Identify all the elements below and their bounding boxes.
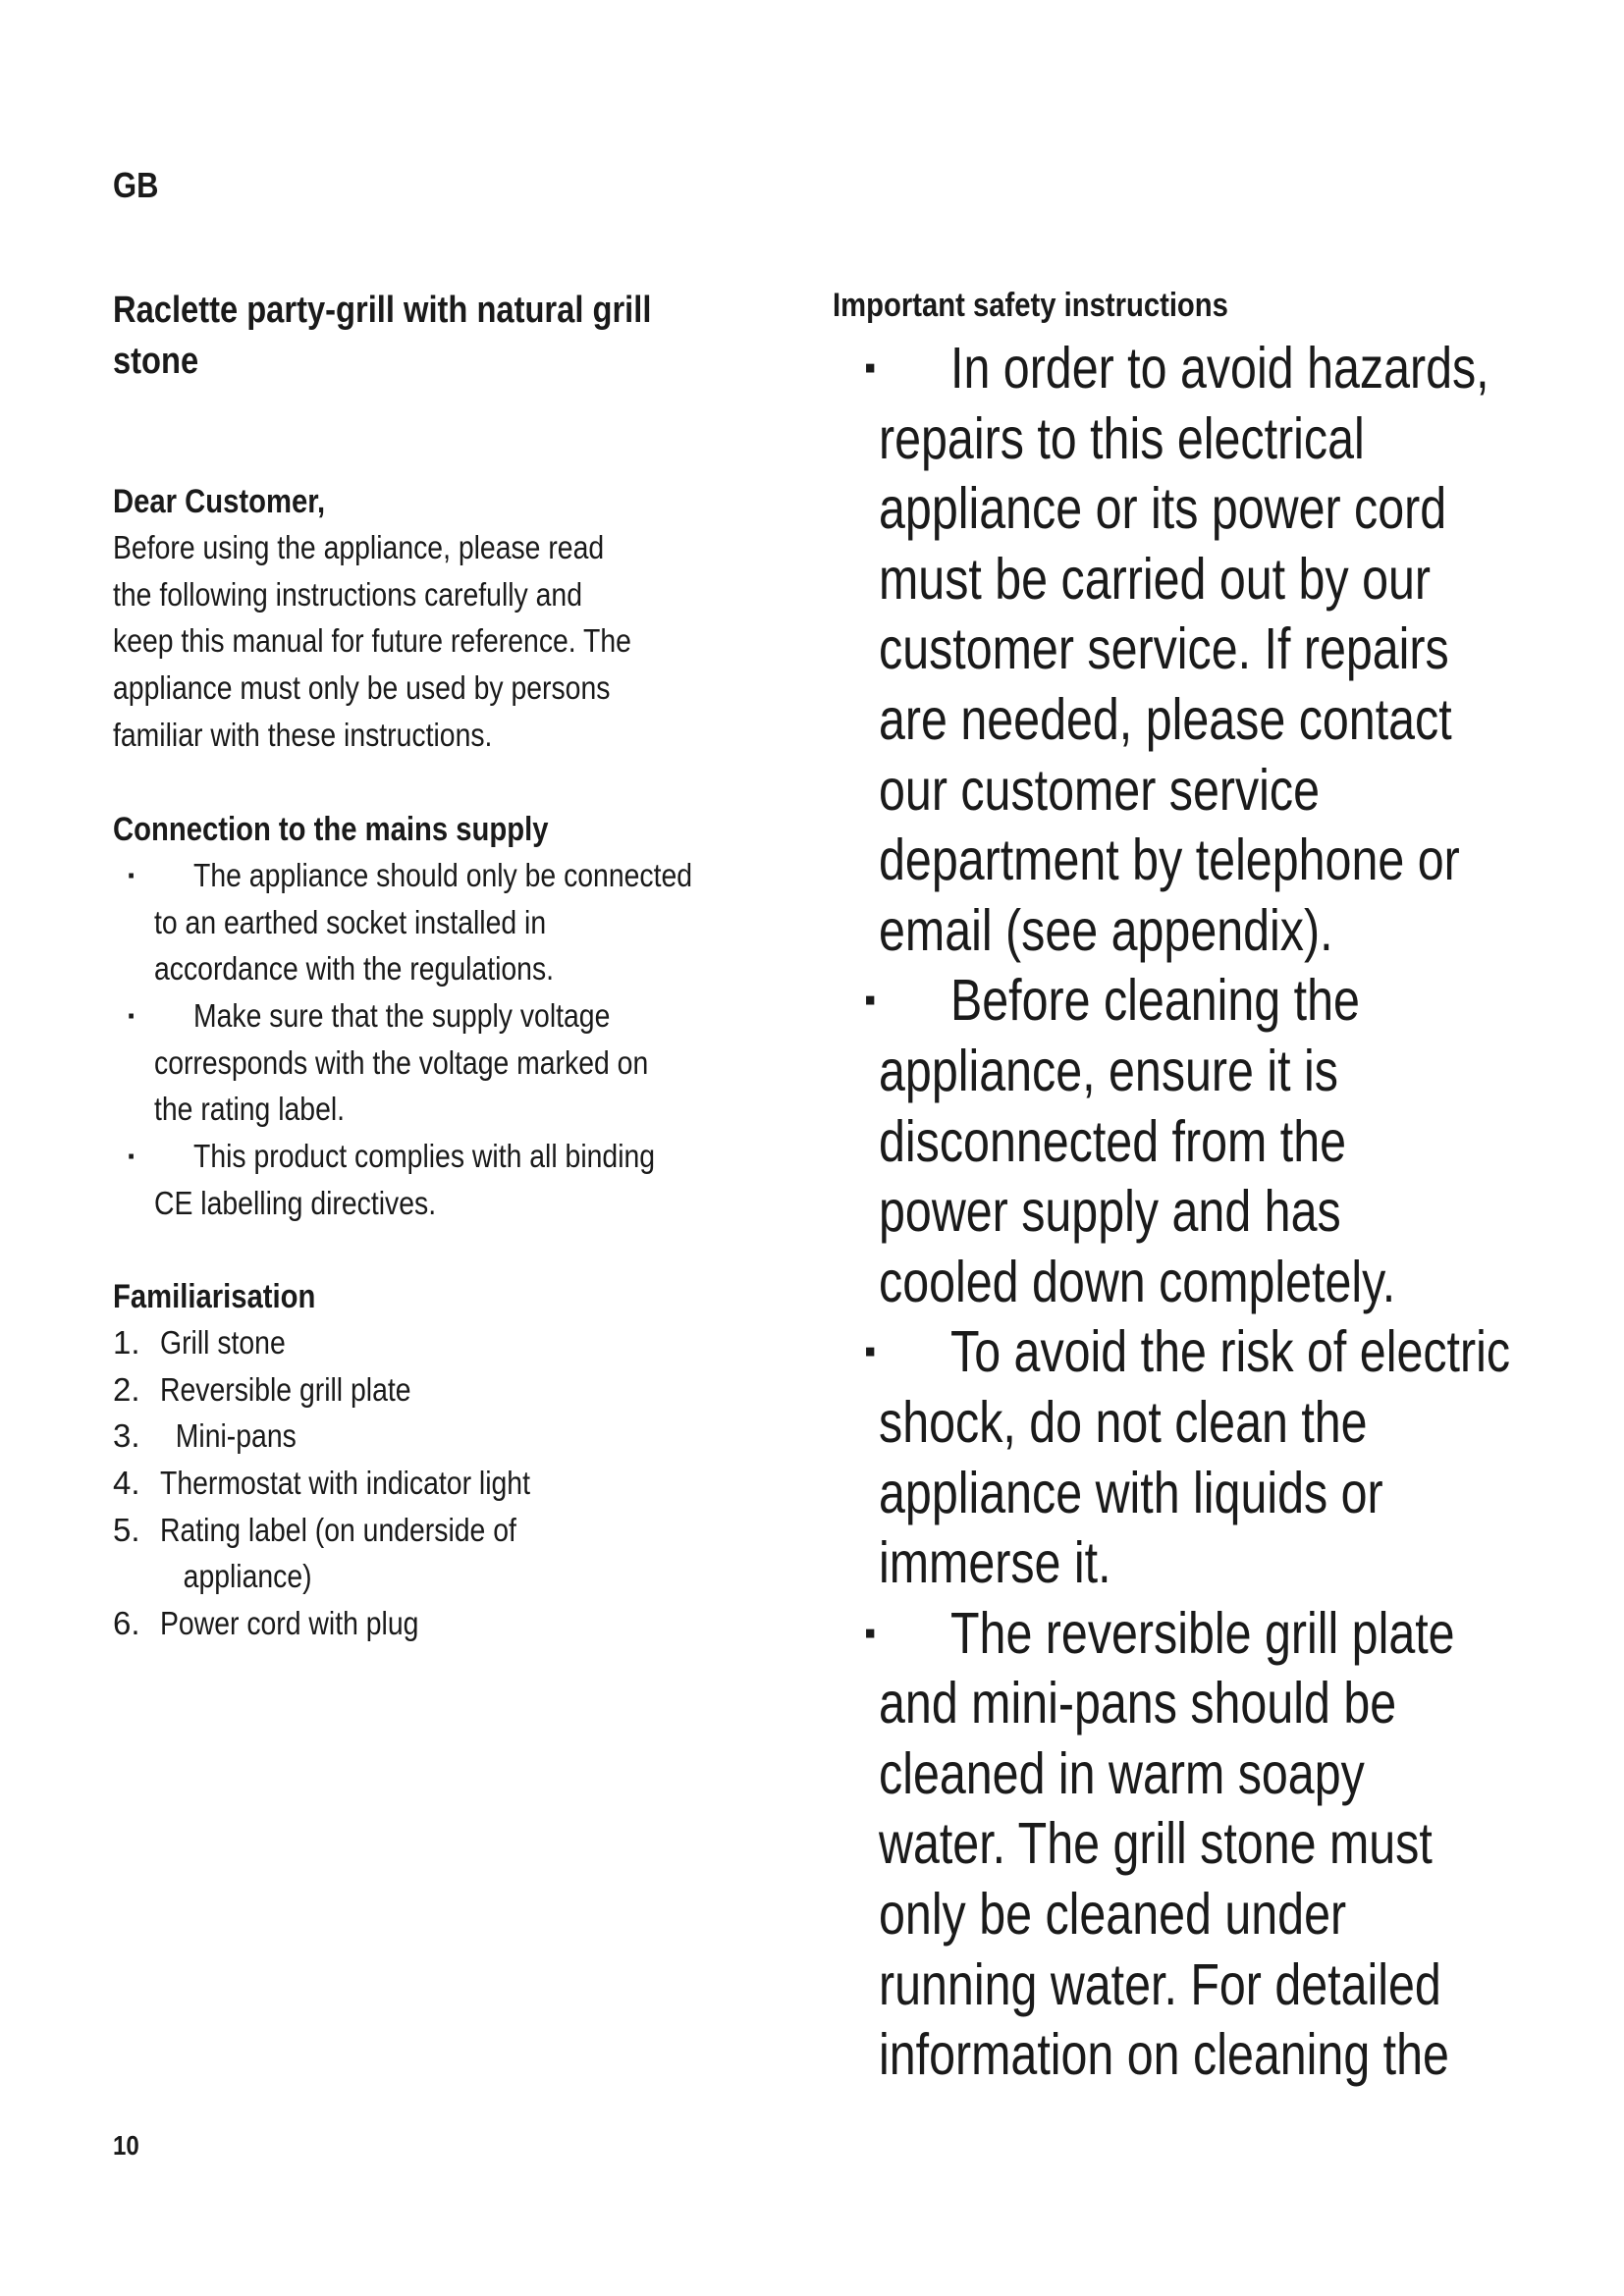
safety-heading: Important safety instructions [833,287,1228,324]
intro-section [113,479,716,758]
bullet-dot: · [862,336,882,400]
safety-bullet: · The reversible grill plate and mini-pans should be cleaned in warm soapy water. The grill stone must only be cleaned under running water. For detailed information on cleaning the [862,1600,1455,2088]
page-number: 10 [113,2130,139,2161]
safety-bullet: · To avoid the risk of electric shock, do not clean the appliance with liquids or immerse it. [862,1319,1511,1596]
bullet-item: · The appliance should only be connected to an earthed socket installed in accordance with the regulations. [113,852,820,992]
list-item: 4. Thermostat with indicator light [113,1465,530,1502]
familiarisation-section [113,1274,590,1647]
document-title: Raclette party-grill with natural grill stone [113,290,652,382]
safety-bullets [833,334,1624,2091]
bullet-dot: · [862,1600,882,1666]
list-item: 2. Reversible grill plate [113,1370,411,1408]
bullet-dot: · [127,997,137,1035]
bullet-dot: · [127,1138,137,1175]
safety-section [833,285,1293,326]
bullet-item: · This product complies with all binding CE labelling directives. [113,1133,820,1226]
list-item: 1. Grill stone [113,1324,286,1361]
bullet-dot: · [862,968,882,1034]
parts-list [113,1319,590,1647]
bullet-dot: · [862,1319,882,1385]
intro-text: Before using the appliance, please read the following instructions carefully and keep this manual for future reference. The appliance must only be used by persons familiar with these instructions. [113,529,631,753]
list-item: 6. Power cord with plug [113,1605,419,1642]
familiarisation-heading: Familiarisation [113,1278,316,1315]
safety-bullet: · Before cleaning the appliance, ensure it is disconnected from the power supply and has cooled down completely. [862,968,1396,1314]
list-item: 3. Mini-pans [113,1417,297,1455]
bullet-item: · Make sure that the supply voltage corresponds with the voltage marked on the rating label. [113,992,820,1133]
connection-section [113,807,820,1227]
language-code: GB [113,165,159,205]
list-item: 5. Rating label (on underside of appliance) [113,1511,516,1595]
safety-bullet: · In order to avoid hazards, repairs to this electrical appliance or its power cord must be carried out by our customer service. If repairs are needed, please contact our customer service department by telephone or email (see appendix). [862,336,1489,963]
intro-heading: Dear Customer, [113,483,326,520]
bullet-dot: · [127,857,137,893]
connection-heading: Connection to the mains supply [113,811,549,848]
